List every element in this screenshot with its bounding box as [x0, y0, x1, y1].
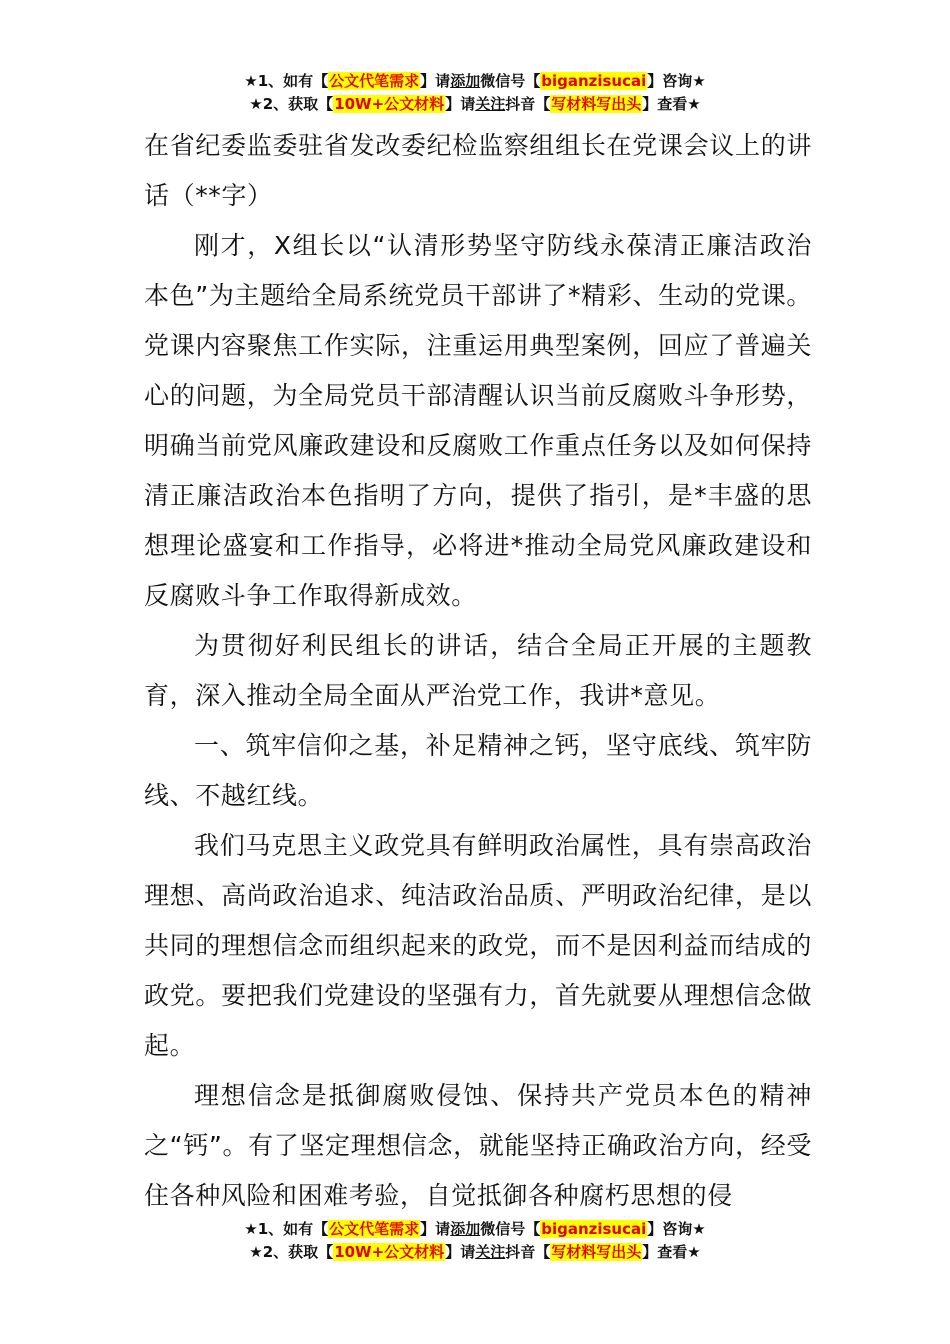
banner-text: 微信号【: [480, 72, 541, 90]
banner-line-2: [0, 93, 950, 116]
highlight-materials: 10W+公文材料: [334, 1243, 445, 1261]
banner-text: 】请: [420, 1220, 451, 1238]
paragraph: 刚才，X组长以“认清形势坚守防线永葆清正廉洁政治本色”为主题给全局系统党员干部讲了*精彩、生动的党课。党课内容聚焦工作实际，注重运用典型案例，回应了普遍关心的问题，为全局党员干部清醒认识当前反腐败斗争形势，明确当前党风廉政建设和反腐败工作重点任务以及如何保持清正廉洁政治本色指明了方向，提供了指引，是*丰盛的思想理论盛宴和工作指导，必将进*推动全局党风廉政建设和反腐败斗争工作取得新成效。: [144, 231, 812, 610]
banner-text: 】咨询★: [647, 1220, 706, 1238]
banner-text: ★2、获取【: [249, 95, 334, 113]
banner-text: 抖音【: [505, 1243, 551, 1261]
paragraph: 为贯彻好利民组长的讲话，结合全局正开展的主题教育，深入推动全局全面从严治党工作，我讲*意见。: [144, 631, 812, 710]
banner-text: 】咨询★: [647, 72, 706, 90]
banner-text: 抖音【: [505, 95, 551, 113]
paragraph: 理想信念是抵御腐败侵蚀、保持共产党员本色的精神之“钙”。有了坚定理想信念，就能坚持正确政治方向，经受住各种风险和困难考验，自觉抵御各种腐朽思想的侵: [144, 1081, 812, 1210]
banner-text: 】请: [445, 1243, 476, 1261]
banner-line-1: [0, 70, 950, 93]
banner-text: 】查看★: [642, 95, 701, 113]
header-banner: [0, 70, 950, 116]
banner-underlined-text: 添加: [450, 72, 481, 90]
highlight-materials: 10W+公文材料: [334, 95, 445, 113]
highlight-wechat-id: biganzisucai: [541, 72, 647, 90]
highlight-douyin-account: 写材料写出头: [551, 95, 642, 113]
banner-text: 】请: [420, 72, 451, 90]
paragraph: 我们马克思主义政党具有鲜明政治属性，具有崇高政治理想、高尚政治追求、纯洁政治品质、严明政治纪律，是以共同的理想信念而组织起来的政党，而不是因利益而结成的政党。要把我们党建设的坚强有力，首先就要从理想信念做起。: [144, 831, 812, 1060]
highlight-service: 公文代笔需求: [329, 72, 420, 90]
banner-text: 】请: [445, 95, 476, 113]
banner-text: ★2、获取【: [249, 1243, 334, 1261]
highlight-service: 公文代笔需求: [329, 1220, 420, 1238]
banner-underlined-text: 添加: [450, 1220, 481, 1238]
banner-text: ★1、如有【: [244, 72, 329, 90]
banner-underlined-text: 关注: [475, 95, 506, 113]
banner-line-1: [0, 1218, 950, 1241]
highlight-wechat-id: biganzisucai: [541, 1220, 647, 1238]
document-title: 在省纪委监委驻省发改委纪检监察组组长在党课会议上的讲话（**字）: [144, 131, 812, 210]
banner-text: 微信号【: [480, 1220, 541, 1238]
highlight-douyin-account: 写材料写出头: [551, 1243, 642, 1261]
banner-underlined-text: 关注: [475, 1243, 506, 1261]
banner-text: 】查看★: [642, 1243, 701, 1261]
footer-banner: [0, 1218, 950, 1264]
section-heading: 一、筑牢信仰之基，补足精神之钙，坚守底线、筑牢防线、不越红线。: [144, 731, 812, 810]
banner-line-2: [0, 1241, 950, 1264]
document-body: [144, 121, 812, 1221]
banner-text: ★1、如有【: [244, 1220, 329, 1238]
